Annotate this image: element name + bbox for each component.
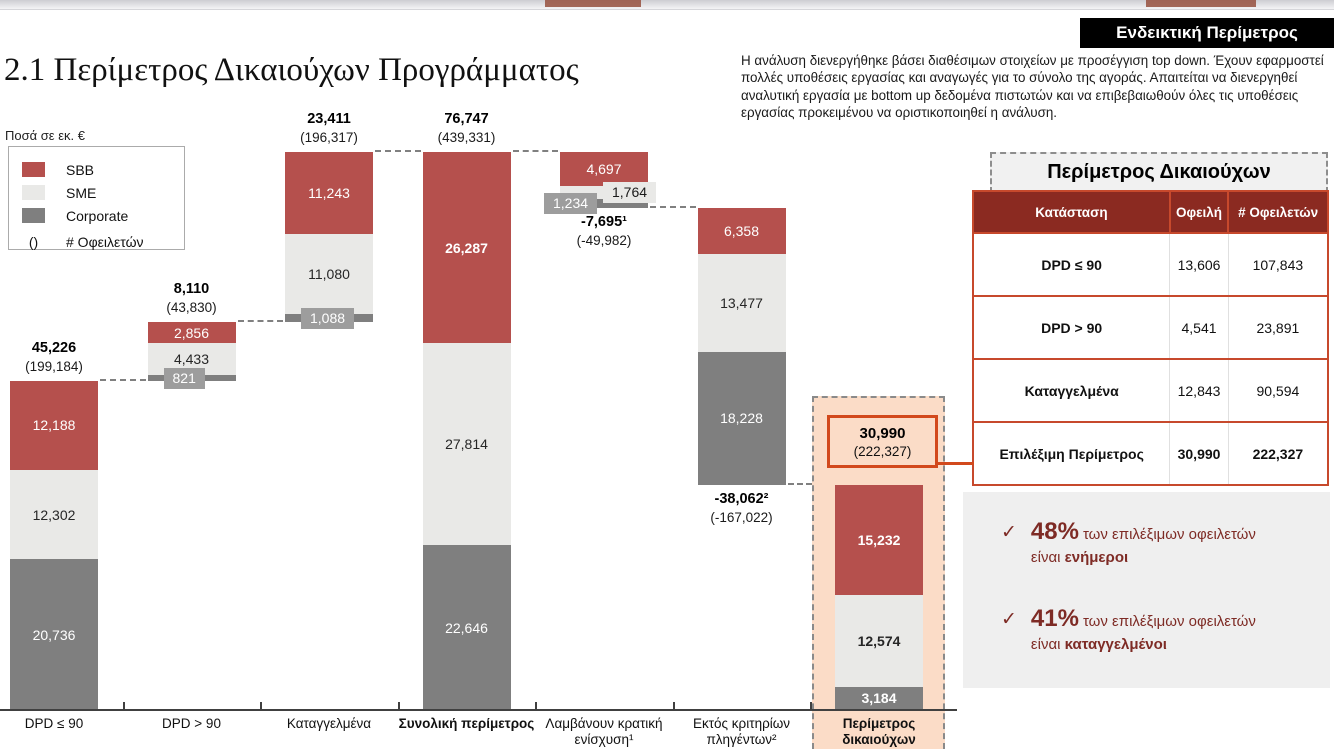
bar-segment-chip-label: 821	[164, 368, 205, 389]
cell-debtors: 90,594	[1228, 359, 1328, 422]
bar-segment-corporate: 20,736	[10, 559, 98, 710]
bar-segment-corporate: 3,184	[835, 687, 923, 710]
bar-segment-sbb: 6,358	[698, 208, 786, 254]
cell-debtors: 23,891	[1228, 296, 1328, 359]
insight-text: των επιλέξιμων οφειλετών	[1082, 613, 1256, 630]
dashed-connector	[375, 150, 421, 152]
insight-item	[1001, 607, 1330, 656]
dashed-connector	[650, 206, 696, 208]
insight-text: των επιλέξιμων οφειλετών	[1082, 526, 1256, 543]
axis-tick	[810, 702, 812, 710]
legend-label: SBB	[66, 161, 95, 178]
cell-debtors: 107,843	[1228, 233, 1328, 296]
insight-text: είναι	[1030, 636, 1061, 653]
table-row	[973, 359, 1328, 422]
cell-debtors: 222,327	[1228, 422, 1328, 485]
check-icon: ✓	[1001, 609, 1017, 630]
dashed-connector	[100, 379, 146, 381]
axis-tick	[398, 702, 400, 710]
bar-segment-sbb: 4,697	[560, 152, 648, 186]
eligible-total-count: (222,327)	[853, 443, 912, 459]
cell-status: DPD ≤ 90	[973, 233, 1170, 296]
x-axis-label: Εκτός κριτηρίων πληγέντων²	[692, 716, 791, 747]
bar-total-label: -38,062² (-167,022)	[710, 490, 773, 525]
x-axis-label: Συνολική περίμετρος	[398, 716, 535, 731]
bar-segment-corporate: 18,228	[698, 352, 786, 485]
dashed-connector	[788, 483, 813, 485]
perimeter-table	[972, 190, 1329, 486]
x-axis-label: Καταγγελμένα	[286, 716, 372, 731]
legend-label: # Οφειλετών	[66, 233, 144, 250]
dashed-connector	[238, 320, 284, 322]
bar-segment-sme: 13,477	[698, 254, 786, 352]
chrome-fragment	[1146, 0, 1256, 7]
col-header-status: Κατάσταση	[973, 191, 1170, 233]
bar-segment-sme: 4,433	[148, 343, 236, 375]
bar-segment-chip-label: 1,234	[544, 193, 597, 214]
bar-segment-sme: 12,302	[10, 470, 98, 559]
insight-emphasis: ενήμεροι	[1064, 549, 1129, 566]
axis-tick	[673, 702, 675, 710]
x-axis-label: DPD ≤ 90	[24, 716, 84, 731]
table-row	[973, 296, 1328, 359]
bar-total-label: 45,226 (199,184)	[25, 340, 83, 375]
indicative-perimeter-banner: Ενδεικτική Περίμετρος	[1080, 18, 1334, 48]
x-axis-label: Περίμετρος δικαιούχων	[842, 716, 916, 747]
bar-total-label: 8,110 (43,830)	[166, 281, 217, 316]
bar-total-label: 76,747 (439,331)	[437, 111, 496, 145]
axis-tick	[123, 702, 125, 710]
bar-total-label: -7,695¹ (-49,982)	[576, 213, 632, 248]
x-axis	[0, 709, 957, 711]
units-label: Ποσά σε εκ. €	[5, 128, 85, 143]
intro-text: Η ανάλυση διενεργήθηκε βάσει διαθέσιμων στοιχείων με προσέγγιση top down. Έχουν εφαρμοστεί πολλές υποθέσεις εργασίας και αναγωγές για το σύνολο της αγοράς. Απαιτείται να διενεργηθεί αναλυτική εργασία με bottom up δεδομένα πιστωτών και να επιβεβαιωθούν όλες τις υποθέσεις εργασίας προκειμένου να οριστικοποιηθεί η ανάλυση.	[741, 53, 1324, 121]
check-icon: ✓	[1001, 522, 1017, 543]
eligible-total-box	[827, 415, 938, 468]
bar-segment-sme: 12,574	[835, 595, 923, 686]
bar-segment-chip-label: 1,088	[301, 308, 354, 329]
insight-percent: 48%	[1030, 518, 1079, 545]
cell-status: Καταγγελμένα	[973, 359, 1170, 422]
table-title: Περίμετρος Δικαιούχων	[990, 152, 1328, 193]
cell-debt: 30,990	[1170, 422, 1228, 485]
insight-percent: 41%	[1030, 605, 1079, 632]
parentheses-symbol: ()	[28, 233, 39, 250]
x-axis-label: DPD > 90	[162, 716, 221, 731]
cell-debt: 12,843	[1170, 359, 1228, 422]
bar-total-label: 23,411 (196,317)	[300, 111, 358, 145]
bar-segment-sbb: 2,856	[148, 322, 236, 343]
bar-segment-chip-label: 1,764	[603, 182, 656, 203]
bar-segment-sbb: 15,232	[835, 485, 923, 596]
table-row-eligible	[973, 422, 1328, 485]
bar-segment-sbb: 11,243	[285, 152, 373, 234]
x-axis-label: Λαμβάνουν κρατική ενίσχυση¹	[545, 716, 663, 747]
bar-segment-sme: 27,814	[423, 343, 511, 545]
col-header-debtors: # Οφειλετών	[1228, 191, 1328, 233]
page-title: 2.1 Περίμετρος Δικαιούχων Προγράμματος	[4, 52, 579, 88]
bar-segment-sme: 11,080	[285, 234, 373, 315]
axis-tick	[260, 702, 262, 710]
table-header-row	[973, 191, 1328, 233]
table-row	[973, 233, 1328, 296]
insight-text: είναι	[1030, 549, 1061, 566]
cell-status: Επιλέξιμη Περίμετρος	[973, 422, 1170, 485]
bar-segment-sbb: 26,287	[423, 152, 511, 343]
axis-tick	[535, 702, 537, 710]
legend-label: SME	[66, 184, 97, 201]
insight-emphasis: καταγγελμένοι	[1064, 636, 1167, 653]
col-header-debt: Οφειλή	[1170, 191, 1228, 233]
insights-panel	[963, 492, 1330, 688]
bar-segment-corporate: 22,646	[423, 545, 511, 710]
box-to-table-connector	[936, 462, 974, 465]
legend-label: Corporate	[66, 207, 129, 224]
dashed-connector	[513, 150, 559, 152]
cell-debt: 4,541	[1170, 296, 1228, 359]
eligible-total-value: 30,990	[859, 424, 906, 442]
bar-segment-sbb: 12,188	[10, 381, 98, 470]
insight-item	[1001, 492, 1330, 569]
cell-debt: 13,606	[1170, 233, 1228, 296]
cell-status: DPD > 90	[973, 296, 1170, 359]
